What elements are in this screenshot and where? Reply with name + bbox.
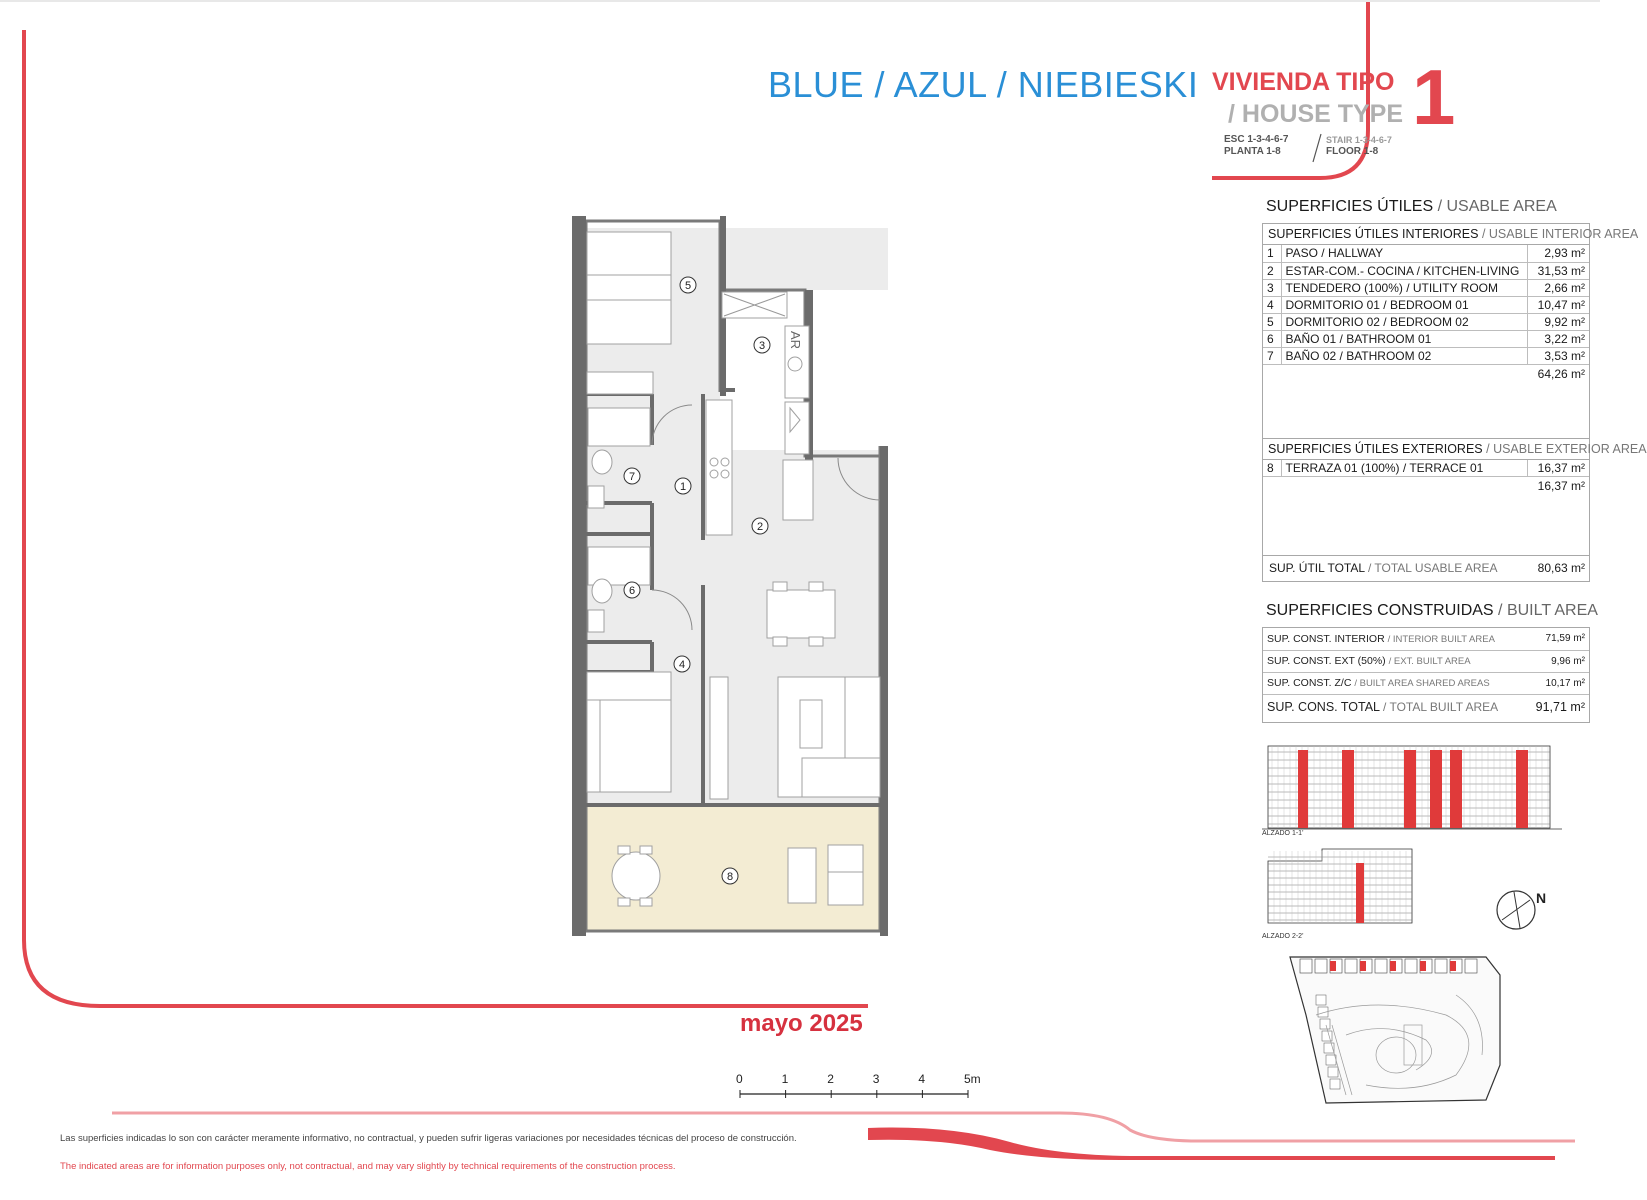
house-type-label-en: / HOUSE TYPE — [1228, 100, 1404, 128]
built-total-es: SUP. CONS. TOTAL — [1267, 700, 1384, 715]
row-label: BAÑO 02 / BATHROOM 02 — [1281, 347, 1527, 364]
row-value: 2,93 m² — [1527, 245, 1589, 262]
room-number-4 — [674, 656, 690, 672]
interior-subtotal: 64,26 m² — [1537, 366, 1585, 381]
exterior-title-es: SUPERFICIES ÚTILES EXTERIORES — [1268, 441, 1483, 456]
interior-row — [1263, 296, 1589, 313]
built-total-row — [1263, 694, 1589, 720]
interior-row — [1263, 279, 1589, 296]
interior-title-es: SUPERFICIES ÚTILES INTERIORES — [1268, 227, 1479, 241]
elevation-2 — [1262, 843, 1422, 928]
built-row-label — [1263, 672, 1526, 694]
svg-text:1: 1 — [679, 481, 687, 493]
house-type-label-es: VIVIENDA TIPO — [1212, 68, 1395, 96]
interior-row — [1263, 262, 1589, 279]
highlighted-unit-column — [1430, 750, 1442, 828]
room-number-7 — [624, 468, 640, 484]
site-highlight — [1450, 961, 1456, 971]
built-total-label — [1263, 694, 1526, 720]
site-building — [1330, 1079, 1340, 1089]
row-label: DORMITORIO 01 / BEDROOM 01 — [1281, 296, 1527, 313]
built-label-en: / BUILT AREA SHARED AREAS — [1354, 678, 1490, 689]
interior-subheader — [1263, 224, 1639, 245]
row-value: 3,53 m² — [1527, 347, 1589, 364]
usable-title-en: / USABLE AREA — [1437, 198, 1557, 215]
built-area-title — [1266, 602, 1598, 620]
built-row-label — [1263, 650, 1526, 672]
scale-bar — [736, 1084, 976, 1102]
interior-row — [1263, 347, 1589, 364]
row-value: 31,53 m² — [1527, 262, 1589, 279]
usable-title-es: SUPERFICIES ÚTILES — [1266, 198, 1434, 215]
built-row — [1263, 650, 1589, 672]
highlighted-unit-column — [1298, 750, 1308, 828]
svg-text:4: 4 — [678, 659, 686, 671]
site-building — [1375, 959, 1387, 973]
built-row-value: 9,96 m² — [1526, 650, 1589, 672]
highlighted-unit-column — [1404, 750, 1416, 828]
exterior-row — [1263, 460, 1589, 477]
elevation-1 — [1262, 738, 1562, 838]
elevation-2-label: ALZADO 2-2' — [1262, 933, 1304, 940]
exterior-subheader — [1263, 439, 1647, 460]
row-number: 2 — [1263, 262, 1281, 279]
svg-text:8: 8 — [726, 871, 734, 883]
built-area-box — [1262, 627, 1590, 723]
slash-divider — [1310, 132, 1324, 164]
row-label: PASO / HALLWAY — [1281, 245, 1527, 262]
svg-text:7: 7 — [628, 471, 636, 483]
date-label: mayo 2025 — [740, 1010, 863, 1037]
usable-total-value: 80,63 m² — [1537, 561, 1585, 575]
color-name-title: BLUE / AZUL / NIEBIESKI — [768, 64, 1199, 105]
scale-tick-label: 3 — [872, 1072, 880, 1086]
north-label: N — [1536, 890, 1547, 906]
interior-row — [1263, 313, 1589, 330]
row-number: 3 — [1263, 279, 1281, 296]
disclaimer-en: The indicated areas are for information purposes only, not contractual, and may vary slightly by technical requirements of the construction process. — [60, 1161, 676, 1172]
interior-table — [1263, 245, 1589, 365]
usable-area-box — [1262, 223, 1647, 582]
room-number-3 — [754, 337, 770, 353]
row-label: DORMITORIO 02 / BEDROOM 02 — [1281, 313, 1527, 330]
stair-es: ESC 1-3-4-6-7 — [1224, 134, 1289, 145]
site-highlight — [1330, 961, 1336, 971]
disclaimer-es: Las superficies indicadas lo son con carácter meramente informativo, no contractual, y pueden sufrir ligeras variaciones por necesidades técnicas del proceso de construcción. — [60, 1133, 797, 1144]
scale-tick-label: 2 — [827, 1072, 834, 1086]
row-number: 7 — [1263, 347, 1281, 364]
site-plan — [1286, 955, 1504, 1107]
exterior-subtotal: 16,37 m² — [1537, 479, 1585, 493]
site-building — [1405, 959, 1417, 973]
usable-total-row — [1263, 555, 1589, 581]
built-label-es: SUP. CONST. INTERIOR — [1267, 632, 1388, 645]
usable-total-es: SUP. ÚTIL TOTAL — [1269, 561, 1365, 575]
built-row-value: 71,59 m² — [1526, 628, 1589, 650]
row-label: TERRAZA 01 (100%) / TERRACE 01 — [1281, 460, 1527, 477]
room-number-2 — [752, 518, 768, 534]
svg-text:2: 2 — [756, 521, 764, 533]
svg-text:6: 6 — [628, 585, 636, 597]
built-row-value: 10,17 m² — [1526, 672, 1589, 694]
interior-row — [1263, 245, 1589, 262]
site-highlight — [1360, 961, 1366, 971]
svg-text:5: 5 — [684, 280, 692, 292]
site-building — [1315, 959, 1327, 973]
site-building — [1320, 1019, 1330, 1029]
row-label: ESTAR-COM.- COCINA / KITCHEN-LIVING — [1281, 262, 1527, 279]
row-number: 8 — [1263, 460, 1281, 477]
north-arrow-icon — [1494, 888, 1540, 934]
site-building — [1435, 959, 1447, 973]
site-building — [1465, 959, 1477, 973]
site-building — [1345, 959, 1357, 973]
interior-row — [1263, 330, 1589, 347]
built-total-value: 91,71 m² — [1535, 700, 1585, 715]
room-number-8 — [722, 868, 738, 884]
row-label: TENDEDERO (100%) / UTILITY ROOM — [1281, 279, 1527, 296]
row-number: 5 — [1263, 313, 1281, 330]
room-number-6 — [624, 582, 640, 598]
floor-plan — [560, 205, 900, 940]
built-row — [1263, 628, 1589, 650]
house-type-number: 1 — [1412, 53, 1456, 141]
built-row — [1263, 672, 1589, 694]
built-total-en: / TOTAL BUILT AREA — [1383, 700, 1499, 715]
built-title-en: / BUILT AREA — [1498, 602, 1598, 619]
floor-es: PLANTA 1-8 — [1224, 146, 1281, 157]
site-building — [1316, 995, 1326, 1005]
highlighted-unit-column — [1342, 750, 1354, 828]
row-value: 9,92 m² — [1527, 313, 1589, 330]
row-value: 16,37 m² — [1527, 460, 1589, 477]
stair-en: STAIR 1-3-4-6-7 — [1326, 135, 1392, 145]
interior-title-en: / USABLE INTERIOR AREA — [1481, 227, 1639, 241]
built-label-es: SUP. CONST. Z/C — [1267, 677, 1355, 689]
built-label-en: / INTERIOR BUILT AREA — [1387, 633, 1495, 645]
row-number: 1 — [1263, 245, 1281, 262]
usable-area-title — [1266, 198, 1557, 216]
svg-text:3: 3 — [758, 340, 766, 352]
site-highlight — [1390, 961, 1396, 971]
site-highlight — [1420, 961, 1426, 971]
usable-total-en: / TOTAL USABLE AREA — [1367, 561, 1498, 575]
ar-label: AR — [788, 331, 803, 350]
highlighted-unit-column — [1450, 750, 1462, 828]
row-number: 4 — [1263, 296, 1281, 313]
row-number: 6 — [1263, 330, 1281, 347]
floor-en: FLOOR 1-8 — [1326, 146, 1379, 157]
scale-tick-label: 4 — [918, 1072, 926, 1086]
site-building — [1328, 1067, 1338, 1077]
elevation-1-label: ALZADO 1-1' — [1262, 830, 1304, 837]
highlighted-unit-column — [1356, 863, 1364, 923]
row-label: BAÑO 01 / BATHROOM 01 — [1281, 330, 1527, 347]
built-label-es: SUP. CONST. EXT (50%) — [1267, 655, 1389, 667]
exterior-table — [1263, 460, 1589, 478]
highlighted-unit-column — [1516, 750, 1528, 828]
site-building — [1326, 1055, 1336, 1065]
built-label-en: / EXT. BUILT AREA — [1388, 656, 1471, 667]
row-value: 10,47 m² — [1527, 296, 1589, 313]
site-building — [1300, 959, 1312, 973]
row-value: 3,22 m² — [1527, 330, 1589, 347]
built-row-label — [1263, 628, 1526, 650]
scale-tick-label: 5m — [964, 1072, 981, 1086]
exterior-title-en: / USABLE EXTERIOR AREA — [1486, 441, 1647, 456]
scale-tick-label: 0 — [736, 1072, 743, 1086]
room-number-1 — [675, 478, 691, 494]
built-table — [1263, 628, 1589, 720]
scale-tick-label: 1 — [781, 1072, 789, 1086]
row-value: 2,66 m² — [1527, 279, 1589, 296]
built-title-es: SUPERFICIES CONSTRUIDAS — [1266, 602, 1494, 619]
room-number-5 — [680, 277, 696, 293]
